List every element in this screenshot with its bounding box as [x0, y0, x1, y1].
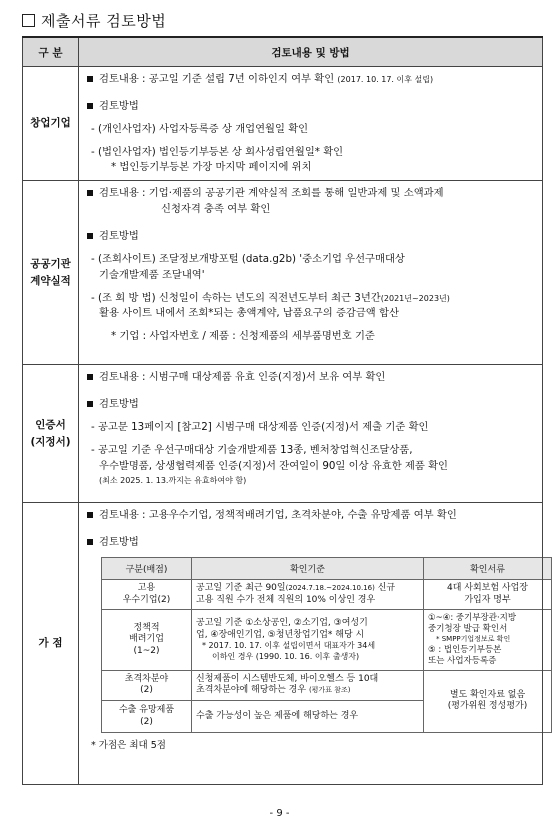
- category-bonus: 가 점: [23, 503, 79, 785]
- bullet-square-icon: [87, 190, 93, 196]
- bullet-square-icon: [87, 512, 93, 518]
- bullet-square-icon: [87, 103, 93, 109]
- table-row-startup: [23, 67, 543, 181]
- cell-line: 초격차분야에 해당하는 경우: [196, 685, 307, 696]
- sub-cell-criteria: [192, 610, 424, 670]
- method-label: 검토방법: [99, 230, 139, 243]
- cell-note-small: (2024.7.18.~2024.10.16): [285, 584, 375, 593]
- method-item: [87, 100, 536, 113]
- section-title-text: 제출서류 검토방법: [41, 12, 167, 30]
- review-item: [87, 73, 536, 86]
- bullet-square-icon: [87, 233, 93, 239]
- method-item: [87, 398, 536, 411]
- cell-line: 중기청장 발급 확인서: [428, 624, 508, 635]
- bullet-square-icon: [87, 401, 93, 407]
- review-table: [22, 36, 543, 785]
- content-certificate: [79, 365, 543, 503]
- review-text: 검토내용 : 고용우수기업, 정책적배려기업, 초격차분야, 수출 유망제품 여부 확인: [99, 509, 457, 522]
- bonus-note: * 가점은 최대 5점: [91, 740, 166, 752]
- method-line-cont: 활용 사이트 내에서 조회*되는 총액계약, 납품요구의 증감금액 합산: [99, 307, 399, 320]
- section-title: [22, 10, 166, 31]
- content-bonus: [79, 503, 543, 785]
- cell-line: 별도 확인자료 없음: [449, 689, 526, 700]
- cell-line: (2): [140, 716, 153, 727]
- sub-row-employment: [102, 580, 552, 610]
- cell-line: 4대 사회보험 사업장: [446, 583, 528, 594]
- method-item: [87, 536, 536, 549]
- cell-line: 또는 사업자등록증: [428, 655, 497, 666]
- review-text: 검토내용 : 기업·제품의 공공기관 계약실적 조회를 통해 일반과제 및 소액과제: [99, 187, 444, 200]
- cell-line: 고용 직원 수가 전체 직원의 10% 이상인 경우: [196, 594, 376, 605]
- cell-note-small: (평가표 참조): [308, 686, 351, 695]
- cell-line: ⑤ : 법인등기부등본: [428, 644, 502, 655]
- method-item: [87, 230, 536, 243]
- cell-line: 수출 가능성이 높은 제품에 해당하는 경우: [196, 710, 359, 721]
- method-note: * 법인등기부등본 가장 마지막 페이지에 위치: [111, 161, 312, 174]
- sub-cell-documents: [424, 610, 552, 670]
- review-text: 검토내용 : 시범구매 대상제품 유효 인증(지정)서 보유 여부 확인: [99, 371, 386, 384]
- table-row-bonus: [23, 503, 543, 785]
- method-label: 검토방법: [99, 536, 139, 549]
- table-row-public-contract: [23, 181, 543, 365]
- cell-note: * SMPP기업정보로 확인: [436, 635, 511, 644]
- cell-line: 공고일 기준 ①소상공인, ②소기업, ③여성기: [196, 617, 368, 628]
- cell-line: 정책적: [133, 622, 160, 633]
- method-line: - (개인사업자) 사업자등록증 상 개업연월일 확인: [91, 122, 309, 135]
- method-label: 검토방법: [99, 398, 139, 411]
- checkbox-square-icon: [22, 14, 35, 27]
- sub-cell-type: [102, 670, 192, 700]
- sub-cell-criteria: [192, 580, 424, 610]
- sub-header-documents: 확인서류: [424, 558, 552, 580]
- method-line: - (법인사업자) 법인등기부등본 상 회사성립연월일* 확인: [91, 145, 344, 158]
- cell-line: 우수기업(2): [122, 594, 171, 605]
- cell-line: 가입자 명부: [464, 594, 511, 605]
- header-category: 구 분: [23, 37, 79, 67]
- bonus-criteria-table: [101, 557, 552, 733]
- review-item: [87, 187, 536, 200]
- sub-cell-criteria: [192, 701, 424, 733]
- category-certificate: [23, 365, 79, 503]
- category-line: 공공기관: [30, 258, 71, 270]
- page-number: - 9 -: [269, 808, 290, 819]
- sub-cell-documents: [424, 580, 552, 610]
- sub-header-row: [102, 558, 552, 580]
- table-header-row: [23, 37, 543, 67]
- table-row-certificate: [23, 365, 543, 503]
- category-startup: 창업기업: [23, 67, 79, 181]
- content-public-contract: [79, 181, 543, 365]
- review-item: [87, 509, 536, 522]
- category-line: (지정서): [30, 435, 71, 448]
- cell-note: * 2017. 10. 17. 이후 설립이면서 대표자가 34세: [202, 641, 376, 651]
- method-label: 검토방법: [99, 99, 139, 112]
- cell-note: 이하인 경우 (1990. 10. 16. 이후 출생자): [212, 651, 360, 661]
- sub-cell-type: [102, 580, 192, 610]
- cell-line: (2): [140, 685, 153, 696]
- sub-row-policy: [102, 610, 552, 670]
- review-text-cont: 신청자격 충족 여부 확인: [161, 203, 271, 216]
- cell-line: ①~④: 중기부장관·지방: [428, 613, 517, 624]
- review-note: (2017. 10. 17. 이후 설립): [337, 75, 434, 84]
- header-content: 검토내용 및 방법: [79, 37, 543, 67]
- sub-cell-type: [102, 610, 192, 670]
- cell-line: 공고일 기준 최근 90일: [196, 583, 286, 594]
- sub-cell-documents: [424, 670, 552, 732]
- bullet-square-icon: [87, 539, 93, 545]
- cell-line: 초격차분야: [124, 673, 169, 684]
- method-line-cont: 우수발명품, 상생협력제품 인증(지정)서 잔여일이 90일 이상 유효한 제품 확인: [99, 459, 448, 472]
- sub-header-type: 구분(배점): [102, 558, 192, 580]
- cell-line: 업, ④장애인기업, ⑤청년창업기업* 해당 시: [196, 629, 365, 640]
- sub-cell-type: [102, 701, 192, 733]
- method-line: - (조 회 방 법) 신청일이 속하는 년도의 직전년도부터 최근 3년간: [91, 291, 381, 304]
- cell-line: 배려기업: [129, 634, 164, 645]
- cell-line: (평가위원 정성평가): [447, 701, 528, 712]
- method-line: - 공고일 기준 우선구매대상 기술개발제품 13종, 벤처창업혁신조달상품,: [91, 443, 413, 456]
- cell-line: 수출 유망제품: [118, 704, 175, 715]
- review-text: 검토내용 : 공고일 기준 설립 7년 이하인지 여부 확인: [99, 73, 335, 85]
- method-note-small: (2021년~2023년): [380, 293, 450, 303]
- sub-header-criteria: 확인기준: [192, 558, 424, 580]
- bullet-square-icon: [87, 374, 93, 380]
- cell-line: 신규: [374, 583, 396, 594]
- method-note: * 기업 : 사업자번호 / 제품 : 신청제품의 세부품명번호 기준: [111, 330, 375, 343]
- method-line: - 공고문 13페이지 [참고2] 시범구매 대상제품 인증(지정)서 제출 기준 확인: [91, 421, 429, 434]
- method-line: - (조회사이트) 조달정보개방포털 (data.g2b) '중소기업 우선구매대상: [91, 252, 405, 265]
- cell-line: 고용: [137, 583, 156, 594]
- sub-cell-criteria: [192, 670, 424, 700]
- category-public-contract: [23, 181, 79, 365]
- category-line: 인증서: [35, 419, 66, 431]
- cell-line: 신청제품이 시스템반도체, 바이오헬스 등 10대: [196, 673, 379, 684]
- content-startup: [79, 67, 543, 181]
- category-line: 계약실적: [30, 274, 71, 287]
- review-item: [87, 371, 536, 384]
- sub-row-super-gap: [102, 670, 552, 700]
- cell-line: (1~2): [133, 645, 160, 656]
- bullet-square-icon: [87, 76, 93, 82]
- method-line-cont: 기술개발제품 조달내역': [99, 268, 205, 281]
- method-note-small: (최소 2025. 1. 13.까지는 유효하여야 함): [99, 475, 247, 485]
